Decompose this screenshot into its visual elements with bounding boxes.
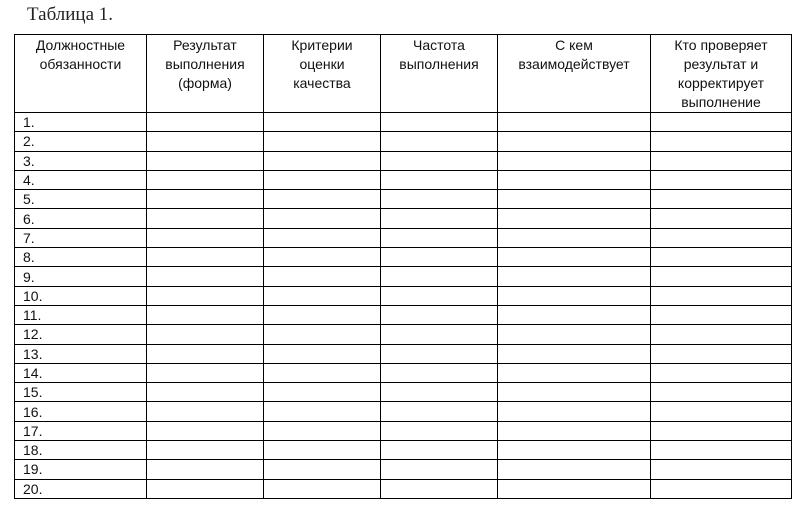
empty-cell: [498, 267, 651, 286]
empty-cell: [498, 325, 651, 344]
empty-cell: [264, 383, 381, 402]
empty-cell: [381, 267, 498, 286]
empty-cell: [498, 460, 651, 479]
row-number: 12.: [15, 325, 147, 344]
empty-cell: [147, 363, 264, 382]
table-row: [15, 402, 792, 421]
row-number: 20.: [15, 479, 147, 498]
row-number: 13.: [15, 344, 147, 363]
row-number: 11.: [15, 305, 147, 324]
empty-cell: [498, 228, 651, 247]
empty-cell: [381, 190, 498, 209]
empty-cell: [498, 441, 651, 460]
empty-cell: [651, 228, 792, 247]
empty-cell: [498, 132, 651, 151]
column-header: Критерии оценки качества: [264, 35, 381, 113]
empty-cell: [147, 228, 264, 247]
table-row: [15, 460, 792, 479]
empty-cell: [264, 479, 381, 498]
empty-cell: [147, 267, 264, 286]
table-row: [15, 325, 792, 344]
empty-cell: [147, 460, 264, 479]
empty-cell: [264, 286, 381, 305]
empty-cell: [381, 344, 498, 363]
empty-cell: [651, 305, 792, 324]
empty-cell: [381, 479, 498, 498]
table-row: [15, 441, 792, 460]
empty-cell: [498, 344, 651, 363]
empty-cell: [381, 286, 498, 305]
row-number: 16.: [15, 402, 147, 421]
empty-cell: [264, 228, 381, 247]
empty-cell: [147, 190, 264, 209]
table-row: [15, 151, 792, 170]
empty-cell: [651, 209, 792, 228]
row-number: 9.: [15, 267, 147, 286]
empty-cell: [651, 383, 792, 402]
empty-cell: [651, 286, 792, 305]
empty-cell: [498, 190, 651, 209]
empty-cell: [381, 363, 498, 382]
empty-cell: [381, 402, 498, 421]
column-header: С кем взаимодействует: [498, 35, 651, 113]
row-number: 5.: [15, 190, 147, 209]
row-number: 17.: [15, 421, 147, 440]
empty-cell: [147, 132, 264, 151]
table-row: [15, 286, 792, 305]
table-row: [15, 344, 792, 363]
empty-cell: [381, 132, 498, 151]
empty-cell: [381, 113, 498, 132]
empty-cell: [264, 113, 381, 132]
table-row: [15, 132, 792, 151]
row-number: 7.: [15, 228, 147, 247]
empty-cell: [651, 132, 792, 151]
table-row: [15, 228, 792, 247]
table-row: [15, 248, 792, 267]
empty-cell: [264, 325, 381, 344]
empty-cell: [381, 460, 498, 479]
duties-table: [14, 34, 792, 499]
empty-cell: [651, 479, 792, 498]
table-row: [15, 267, 792, 286]
empty-cell: [147, 402, 264, 421]
table-row: [15, 305, 792, 324]
empty-cell: [651, 248, 792, 267]
row-number: 15.: [15, 383, 147, 402]
empty-cell: [264, 363, 381, 382]
row-number: 1.: [15, 113, 147, 132]
table-row: [15, 170, 792, 189]
empty-cell: [498, 363, 651, 382]
column-header: Частота выполнения: [381, 35, 498, 113]
empty-cell: [147, 151, 264, 170]
row-number: 14.: [15, 363, 147, 382]
empty-cell: [381, 170, 498, 189]
empty-cell: [651, 421, 792, 440]
empty-cell: [147, 344, 264, 363]
empty-cell: [264, 132, 381, 151]
empty-cell: [147, 248, 264, 267]
table-row: [15, 383, 792, 402]
empty-cell: [651, 325, 792, 344]
empty-cell: [381, 383, 498, 402]
empty-cell: [264, 460, 381, 479]
empty-cell: [498, 151, 651, 170]
empty-cell: [498, 170, 651, 189]
empty-cell: [381, 305, 498, 324]
column-header: Результат выполнения (форма): [147, 35, 264, 113]
empty-cell: [381, 151, 498, 170]
empty-cell: [264, 170, 381, 189]
empty-cell: [651, 344, 792, 363]
table-row: [15, 113, 792, 132]
empty-cell: [651, 170, 792, 189]
empty-cell: [381, 228, 498, 247]
table-caption: Таблица 1.: [27, 4, 114, 25]
empty-cell: [264, 441, 381, 460]
empty-cell: [651, 151, 792, 170]
empty-cell: [264, 267, 381, 286]
empty-cell: [381, 325, 498, 344]
empty-cell: [381, 209, 498, 228]
empty-cell: [498, 286, 651, 305]
empty-cell: [147, 421, 264, 440]
empty-cell: [264, 344, 381, 363]
row-number: 8.: [15, 248, 147, 267]
empty-cell: [498, 209, 651, 228]
empty-cell: [147, 383, 264, 402]
empty-cell: [264, 305, 381, 324]
row-number: 4.: [15, 170, 147, 189]
column-header: Кто проверяет результат и корректирует выполнение: [651, 35, 792, 113]
row-number: 6.: [15, 209, 147, 228]
table-row: [15, 190, 792, 209]
empty-cell: [147, 305, 264, 324]
empty-cell: [651, 441, 792, 460]
empty-cell: [498, 402, 651, 421]
row-number: 2.: [15, 132, 147, 151]
empty-cell: [147, 286, 264, 305]
empty-cell: [264, 421, 381, 440]
table-row: [15, 209, 792, 228]
empty-cell: [264, 151, 381, 170]
empty-cell: [147, 113, 264, 132]
empty-cell: [381, 441, 498, 460]
empty-cell: [651, 113, 792, 132]
empty-cell: [498, 248, 651, 267]
empty-cell: [498, 113, 651, 132]
empty-cell: [651, 363, 792, 382]
empty-cell: [651, 402, 792, 421]
row-number: 19.: [15, 460, 147, 479]
row-number: 18.: [15, 441, 147, 460]
row-number: 10.: [15, 286, 147, 305]
table-row: [15, 479, 792, 498]
empty-cell: [147, 479, 264, 498]
empty-cell: [264, 402, 381, 421]
empty-cell: [498, 305, 651, 324]
empty-cell: [264, 209, 381, 228]
table-row: [15, 421, 792, 440]
row-number: 3.: [15, 151, 147, 170]
empty-cell: [147, 170, 264, 189]
empty-cell: [147, 325, 264, 344]
empty-cell: [147, 441, 264, 460]
header-row: [15, 35, 792, 113]
empty-cell: [381, 421, 498, 440]
empty-cell: [147, 209, 264, 228]
empty-cell: [381, 248, 498, 267]
empty-cell: [264, 248, 381, 267]
empty-cell: [264, 190, 381, 209]
empty-cell: [498, 421, 651, 440]
empty-cell: [498, 479, 651, 498]
empty-cell: [651, 267, 792, 286]
empty-cell: [498, 383, 651, 402]
table-row: [15, 363, 792, 382]
empty-cell: [651, 190, 792, 209]
column-header: Должностные обязанности: [15, 35, 147, 113]
empty-cell: [651, 460, 792, 479]
